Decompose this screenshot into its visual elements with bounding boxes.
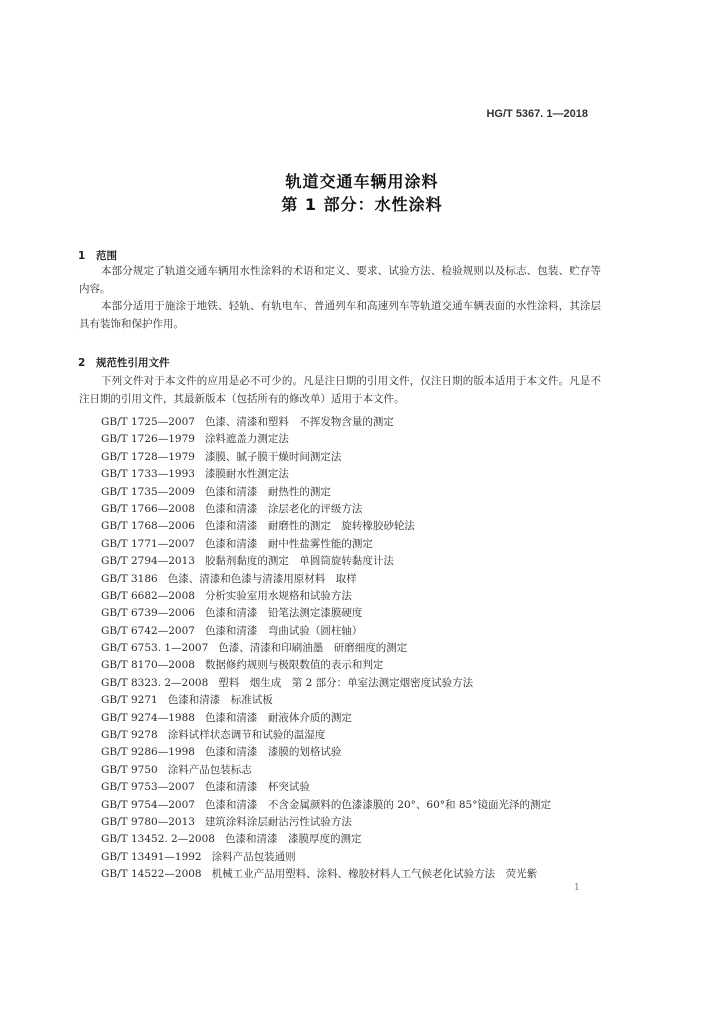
reference-item: [101, 640, 601, 657]
reference-item: [101, 623, 601, 640]
section-heading-normative-references: [78, 355, 170, 370]
reference-code: GB/T 13452. 2—2008: [101, 833, 215, 846]
reference-title: 色漆和清漆 漆膜的划格试验: [204, 746, 342, 759]
reference-item: [101, 431, 601, 448]
reference-title: 色漆和清漆 杯突试验: [204, 781, 310, 794]
reference-code: GB/T 9286—1998: [101, 746, 195, 759]
document-title: 轨道交通车辆用涂料: [285, 172, 439, 191]
reference-item: [101, 849, 601, 866]
reference-title: 色漆和清漆 弯曲试验（圆柱轴）: [204, 624, 363, 637]
reference-item: [101, 605, 601, 622]
reference-code: GB/T 1768—2006: [101, 520, 195, 533]
section-number: 1: [78, 250, 86, 262]
reference-item: [101, 814, 601, 831]
reference-title: 色漆、清漆和印刷油墨 研磨细度的测定: [218, 642, 408, 655]
reference-code: GB/T 6753. 1—2007: [101, 642, 209, 655]
reference-item: [101, 414, 601, 431]
references-intro-paragraph: 下列文件对于本文件的应用是必不可少的。凡是注日期的引用文件，仅注日期的版本适用于本文件。凡是不注日期的引用文件，其最新版本（包括所有的修改单）适用于本文件。: [79, 375, 601, 405]
reference-title: 数据修约规则与极限数值的表示和判定: [204, 659, 384, 672]
reference-item: [101, 466, 601, 483]
reference-code: GB/T 1733—1993: [101, 468, 195, 481]
reference-code: GB/T 9271: [101, 694, 158, 707]
reference-item: [101, 866, 601, 883]
reference-code: GB/T 9754—2007: [101, 798, 195, 811]
reference-item: [101, 779, 601, 796]
reference-title: 色漆和清漆 耐磨性的测定 旋转橡胶砂轮法: [204, 520, 415, 533]
reference-item: [101, 710, 601, 727]
reference-code: GB/T 9780—2013: [101, 815, 195, 828]
reference-code: GB/T 9278: [101, 729, 158, 742]
reference-item: [101, 588, 601, 605]
section-title: 范围: [96, 250, 117, 262]
reference-item: [101, 692, 601, 709]
reference-code: GB/T 6682—2008: [101, 589, 195, 602]
reference-code: GB/T 14522—2008: [101, 868, 202, 881]
reference-code: GB/T 1771—2007: [101, 537, 195, 550]
reference-code: GB/T 6742—2007: [101, 624, 195, 637]
reference-title: 涂料产品包装标志: [167, 763, 252, 776]
reference-code: GB/T 1735—2009: [101, 485, 195, 498]
reference-title: 涂料产品包装通则: [211, 850, 296, 863]
reference-title: 色漆和清漆 涂层老化的评级方法: [204, 502, 363, 515]
reference-title: 胶黏剂黏度的测定 单圆筒旋转黏度计法: [204, 555, 394, 568]
reference-item: [101, 571, 601, 588]
reference-item: [101, 657, 601, 674]
section-number: 2: [78, 357, 86, 369]
reference-title: 色漆和清漆 标准试板: [167, 694, 273, 707]
reference-item: [101, 484, 601, 501]
reference-title: 涂料遮盖力测定法: [204, 433, 289, 446]
reference-item: [101, 501, 601, 518]
reference-title: 色漆和清漆 铅笔法测定漆膜硬度: [204, 607, 363, 620]
reference-code: GB/T 13491—1992: [101, 850, 202, 863]
reference-title: 漆膜耐水性测定法: [204, 468, 289, 481]
section-title: 规范性引用文件: [96, 357, 170, 369]
reference-code: GB/T 1725—2007: [101, 416, 195, 428]
reference-item: [101, 727, 601, 744]
reference-code: GB/T 8323. 2—2008: [101, 676, 209, 689]
reference-code: GB/T 6739—2006: [101, 607, 195, 620]
page-number: 1: [574, 883, 580, 893]
reference-title: 塑料 烟生成 第 2 部分：单室法测定烟密度试验方法: [218, 676, 474, 689]
reference-title: 色漆和清漆 漆膜厚度的测定: [224, 833, 362, 846]
reference-title: 机械工业产品用塑料、涂料、橡胶材料人工气候老化试验方法 荧光紫: [211, 868, 538, 881]
reference-item: [101, 536, 601, 553]
reference-code: GB/T 2794—2013: [101, 555, 195, 568]
reference-title: 色漆和清漆 耐中性盐雾性能的测定: [204, 537, 373, 550]
reference-title: 涂料试样状态调节和试验的温湿度: [167, 729, 326, 742]
reference-item: [101, 449, 601, 466]
scope-paragraph-2: 本部分适用于施涂于地铁、轻轨、有轨电车、普通列车和高速列车等轨道交通车辆表面的水性涂料，其涂层具有装饰和保护作用。: [79, 300, 601, 330]
reference-code: GB/T 9750: [101, 763, 158, 776]
reference-item: [101, 744, 601, 761]
reference-item: [101, 831, 601, 848]
reference-item: [101, 553, 601, 570]
standard-code: HG/T 5367. 1—2018: [486, 108, 588, 120]
reference-title: 色漆、清漆和塑料 不挥发物含量的测定: [204, 416, 394, 428]
reference-item: [101, 518, 601, 535]
reference-code: GB/T 9274—1988: [101, 711, 195, 724]
reference-title: 漆膜、腻子膜干燥时间测定法: [204, 450, 342, 463]
reference-title: 色漆和清漆 不含金属颜料的色漆漆膜的 20°、60°和 85°镜面光泽的测定: [204, 798, 551, 811]
reference-code: GB/T 3186: [101, 572, 158, 585]
reference-title: 建筑涂料涂层耐沾污性试验方法: [204, 815, 352, 828]
reference-code: GB/T 1726—1979: [101, 433, 195, 446]
reference-code: GB/T 9753—2007: [101, 781, 195, 794]
reference-list: [101, 414, 601, 884]
reference-code: GB/T 8170—2008: [101, 659, 195, 672]
reference-code: GB/T 1728—1979: [101, 450, 195, 463]
reference-title: 色漆、清漆和色漆与清漆用原材料 取样: [167, 572, 357, 585]
reference-title: 分析实验室用水规格和试验方法: [204, 589, 352, 602]
reference-title: 色漆和清漆 耐热性的测定: [204, 485, 331, 498]
reference-item: [101, 797, 601, 814]
reference-title: 色漆和清漆 耐液体介质的测定: [204, 711, 352, 724]
reference-code: GB/T 1766—2008: [101, 502, 195, 515]
reference-item: [101, 675, 601, 692]
reference-item: [101, 762, 601, 779]
document-subtitle: 第 1 部分：水性涂料: [281, 195, 443, 214]
section-heading-scope: [78, 248, 117, 263]
scope-paragraph-1: 本部分规定了轨道交通车辆用水性涂料的术语和定义、要求、试验方法、检验规则以及标志、包装、贮存等内容。: [79, 265, 601, 295]
